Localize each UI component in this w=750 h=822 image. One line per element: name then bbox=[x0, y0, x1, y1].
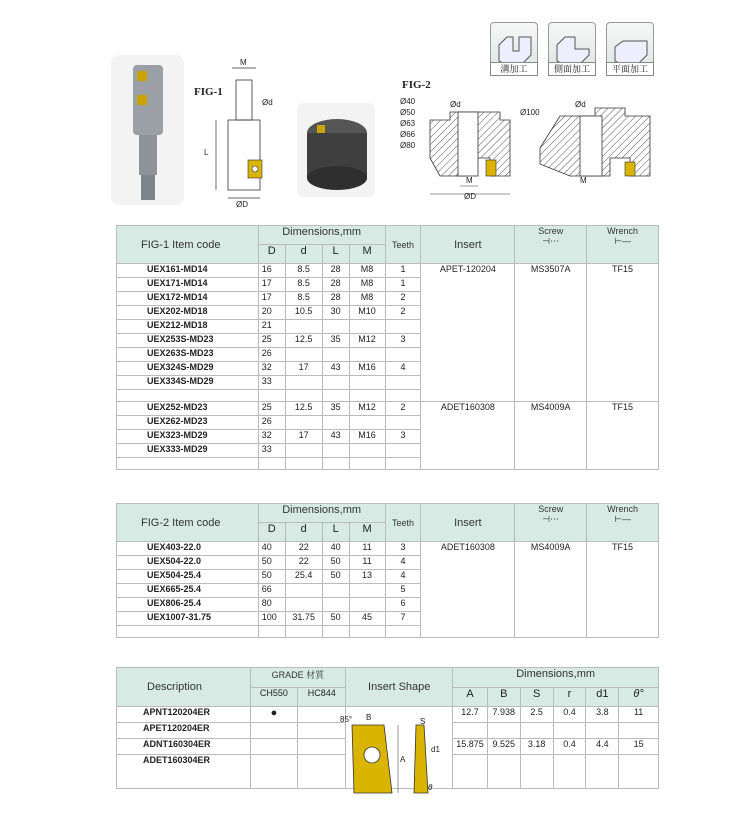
grade-hc844-mark bbox=[298, 755, 346, 789]
item-code: UEX161-MD14 bbox=[117, 264, 259, 278]
empty-cell bbox=[385, 458, 421, 470]
cell-teeth: 7 bbox=[385, 612, 421, 626]
cell-r: 0.4 bbox=[553, 707, 586, 723]
cell-M: M8 bbox=[349, 292, 385, 306]
cell-d: 12.5 bbox=[285, 402, 322, 416]
fig2-size-list bbox=[400, 96, 415, 151]
item-code: UEX324S-MD29 bbox=[117, 362, 259, 376]
cell-D: 50 bbox=[258, 570, 285, 584]
item-code: UEX172-MD14 bbox=[117, 292, 259, 306]
insert-code: ADNT160304ER bbox=[117, 739, 251, 755]
cell-M: 11 bbox=[349, 542, 385, 556]
empty-cell bbox=[285, 626, 322, 638]
cell-M: M16 bbox=[349, 362, 385, 376]
cell-d bbox=[285, 598, 322, 612]
shape-B: B bbox=[366, 713, 372, 722]
col-B: B bbox=[487, 688, 520, 707]
cell-d1 bbox=[586, 755, 619, 789]
wrench-icon: ⊢— bbox=[614, 514, 631, 524]
cell-M: M12 bbox=[349, 402, 385, 416]
item-code: UEX212-MD18 bbox=[117, 320, 259, 334]
grade-ch550-mark bbox=[250, 755, 298, 789]
grade-ch550: CH550 bbox=[250, 688, 298, 707]
item-code: UEX504-25.4 bbox=[117, 570, 259, 584]
grade-hc844-mark bbox=[298, 707, 346, 723]
fig1-photo bbox=[111, 55, 184, 205]
wrench-value: TF15 bbox=[587, 542, 659, 638]
fig1-label: FIG-1 bbox=[194, 86, 223, 98]
cell-D: 80 bbox=[258, 598, 285, 612]
col-D: D bbox=[258, 245, 285, 264]
fig1-item-table bbox=[116, 225, 659, 470]
empty-cell bbox=[322, 626, 349, 638]
insert-value: ADET160308 bbox=[421, 402, 515, 470]
item-code: UEX253S-MD23 bbox=[117, 334, 259, 348]
fig2-dim-M: M bbox=[466, 176, 473, 185]
col-S: S bbox=[520, 688, 553, 707]
empty-cell bbox=[285, 390, 322, 402]
cell-teeth bbox=[385, 376, 421, 390]
grade-ch550-mark: ● bbox=[250, 707, 298, 723]
cell-teeth: 5 bbox=[385, 584, 421, 598]
cell-d bbox=[285, 444, 322, 458]
cell-L bbox=[322, 598, 349, 612]
fig2-dim-d-right: Ød bbox=[575, 100, 586, 109]
fig2-size: Ø50 bbox=[400, 108, 416, 117]
insert-shape-header: Insert Shape bbox=[346, 668, 453, 707]
fig1-group1-body bbox=[117, 264, 659, 402]
cell-d: 22 bbox=[285, 556, 322, 570]
fig2-size: Ø66 bbox=[400, 130, 416, 139]
insert-code: ADET160304ER bbox=[117, 755, 251, 789]
cell-M: M10 bbox=[349, 306, 385, 320]
cell-teeth bbox=[385, 320, 421, 334]
fig1-dim-d: Ød bbox=[262, 98, 273, 107]
cell-M: M16 bbox=[349, 430, 385, 444]
cell-D: 20 bbox=[258, 306, 285, 320]
col-A: A bbox=[453, 688, 488, 707]
cell-L bbox=[322, 416, 349, 430]
fig2-dim-M-right: M bbox=[580, 176, 587, 185]
item-code: UEX806-25.4 bbox=[117, 598, 259, 612]
cell-D: 17 bbox=[258, 292, 285, 306]
cell-B: 7.938 bbox=[487, 707, 520, 723]
cell-theta: 11 bbox=[619, 707, 659, 723]
shape-d1: d1 bbox=[431, 745, 440, 754]
item-code: UEX1007-31.75 bbox=[117, 612, 259, 626]
table-row bbox=[117, 542, 659, 556]
insert-code: APNT120204ER bbox=[117, 707, 251, 723]
cell-D: 66 bbox=[258, 584, 285, 598]
cell-d1 bbox=[586, 723, 619, 739]
cell-M bbox=[349, 376, 385, 390]
col-L: L bbox=[322, 245, 349, 264]
cell-d: 8.5 bbox=[285, 278, 322, 292]
side-machining-label: 側面加工 bbox=[548, 62, 596, 76]
cell-teeth: 4 bbox=[385, 570, 421, 584]
empty-cell bbox=[117, 390, 259, 402]
teeth-header: Teeth bbox=[385, 226, 421, 264]
cell-L: 28 bbox=[322, 292, 349, 306]
fig2-dim-d100: Ø100 bbox=[520, 108, 540, 117]
fig2-size: Ø40 bbox=[400, 97, 416, 106]
grade-header: GRADE 材質 bbox=[250, 668, 346, 688]
cell-teeth: 1 bbox=[385, 278, 421, 292]
cell-teeth: 3 bbox=[385, 334, 421, 348]
empty-cell bbox=[285, 458, 322, 470]
cell-D: 17 bbox=[258, 278, 285, 292]
insert-code: APET120204ER bbox=[117, 723, 251, 739]
cell-r bbox=[553, 755, 586, 789]
screw-icon: ⊣⋯ bbox=[542, 514, 560, 524]
cell-teeth: 2 bbox=[385, 292, 421, 306]
wrench-icon: ⊢— bbox=[614, 236, 631, 246]
cell-D: 25 bbox=[258, 334, 285, 348]
cell-d: 25.4 bbox=[285, 570, 322, 584]
cell-teeth: 3 bbox=[385, 542, 421, 556]
screw-header: Screw ⊣⋯ bbox=[515, 504, 587, 542]
fig2-drawing bbox=[420, 98, 660, 202]
cell-r: 0.4 bbox=[553, 739, 586, 755]
insert-shape-drawing bbox=[340, 711, 440, 803]
item-code: UEX263S-MD23 bbox=[117, 348, 259, 362]
screw-header: Screw ⊣⋯ bbox=[515, 226, 587, 264]
cell-d: 8.5 bbox=[285, 264, 322, 278]
insert-value: APET-120204 bbox=[421, 264, 515, 402]
cell-M bbox=[349, 598, 385, 612]
cell-M: 13 bbox=[349, 570, 385, 584]
grade-ch550-mark bbox=[250, 723, 298, 739]
col-M: M bbox=[349, 245, 385, 264]
cell-teeth: 4 bbox=[385, 362, 421, 376]
cell-L bbox=[322, 348, 349, 362]
empty-cell bbox=[349, 390, 385, 402]
cell-A bbox=[453, 755, 488, 789]
cell-M bbox=[349, 444, 385, 458]
item-code: UEX665-25.4 bbox=[117, 584, 259, 598]
cell-L: 50 bbox=[322, 556, 349, 570]
cell-D: 33 bbox=[258, 444, 285, 458]
fig2-dim-D: ØD bbox=[464, 192, 476, 201]
fig2-size: Ø80 bbox=[400, 141, 416, 150]
insert-header: Insert bbox=[421, 226, 515, 264]
cell-L: 50 bbox=[322, 612, 349, 626]
cell-L: 43 bbox=[322, 430, 349, 444]
insert-value: ADET160308 bbox=[421, 542, 515, 638]
screw-value: MS4009A bbox=[515, 402, 587, 470]
cell-d bbox=[285, 320, 322, 334]
cell-D: 40 bbox=[258, 542, 285, 556]
empty-cell bbox=[258, 626, 285, 638]
cell-teeth: 1 bbox=[385, 264, 421, 278]
empty-cell bbox=[322, 390, 349, 402]
fig1-group2-body bbox=[117, 402, 659, 470]
cell-D: 16 bbox=[258, 264, 285, 278]
item-code-header: FIG-2 Item code bbox=[117, 504, 259, 542]
face-machining-label: 平面加工 bbox=[606, 62, 654, 76]
empty-cell bbox=[117, 626, 259, 638]
col-theta: θ° bbox=[619, 688, 659, 707]
empty-cell bbox=[349, 458, 385, 470]
cell-D: 26 bbox=[258, 348, 285, 362]
col-d: d bbox=[285, 523, 322, 542]
cell-theta bbox=[619, 723, 659, 739]
cell-D: 26 bbox=[258, 416, 285, 430]
cell-M bbox=[349, 584, 385, 598]
cell-L: 35 bbox=[322, 402, 349, 416]
cell-teeth: 6 bbox=[385, 598, 421, 612]
table-row bbox=[117, 264, 659, 278]
cell-D: 50 bbox=[258, 556, 285, 570]
screw-icon: ⊣⋯ bbox=[542, 236, 560, 246]
cell-d: 22 bbox=[285, 542, 322, 556]
item-code-header: FIG-1 Item code bbox=[117, 226, 259, 264]
cell-d: 17 bbox=[285, 430, 322, 444]
cell-S: 2.5 bbox=[520, 707, 553, 723]
cell-M: M12 bbox=[349, 334, 385, 348]
cell-S bbox=[520, 755, 553, 789]
cell-teeth: 4 bbox=[385, 556, 421, 570]
grade-ch550-mark bbox=[250, 739, 298, 755]
col-L: L bbox=[322, 523, 349, 542]
cell-L: 28 bbox=[322, 278, 349, 292]
empty-cell bbox=[385, 390, 421, 402]
cell-M bbox=[349, 416, 385, 430]
item-code: UEX171-MD14 bbox=[117, 278, 259, 292]
cell-d: 17 bbox=[285, 362, 322, 376]
cell-L: 28 bbox=[322, 264, 349, 278]
cell-L bbox=[322, 376, 349, 390]
grade-hc844: HC844 bbox=[298, 688, 346, 707]
cell-teeth: 2 bbox=[385, 306, 421, 320]
shape-S: S bbox=[420, 717, 426, 726]
cell-A: 15.875 bbox=[453, 739, 488, 755]
fig2-label: FIG-2 bbox=[402, 79, 431, 91]
fig1-dim-D: ØD bbox=[236, 200, 248, 209]
slot-machining-label: 溝加工 bbox=[490, 62, 538, 76]
col-d1: d1 bbox=[586, 688, 619, 707]
wrench-header: Wrench ⊢— bbox=[587, 226, 659, 264]
cell-L: 43 bbox=[322, 362, 349, 376]
col-d: d bbox=[285, 245, 322, 264]
empty-cell bbox=[322, 458, 349, 470]
cell-M bbox=[349, 348, 385, 362]
empty-cell bbox=[258, 458, 285, 470]
item-code: UEX334S-MD29 bbox=[117, 376, 259, 390]
cell-d: 8.5 bbox=[285, 292, 322, 306]
cell-d1: 4.4 bbox=[586, 739, 619, 755]
cell-M: 45 bbox=[349, 612, 385, 626]
cell-B bbox=[487, 723, 520, 739]
dimensions-header: Dimensions,mm bbox=[258, 504, 385, 523]
shape-theta: θ bbox=[428, 783, 433, 792]
cell-d: 12.5 bbox=[285, 334, 322, 348]
item-code: UEX202-MD18 bbox=[117, 306, 259, 320]
col-r: r bbox=[553, 688, 586, 707]
dimensions-header: Dimensions,mm bbox=[258, 226, 385, 245]
cell-M bbox=[349, 320, 385, 334]
cell-A bbox=[453, 723, 488, 739]
fig2-photo bbox=[297, 103, 375, 197]
cell-S: 3.18 bbox=[520, 739, 553, 755]
fig2-size: Ø63 bbox=[400, 119, 416, 128]
item-code: UEX323-MD29 bbox=[117, 430, 259, 444]
empty-cell bbox=[349, 626, 385, 638]
cell-M: M8 bbox=[349, 278, 385, 292]
cell-M: M8 bbox=[349, 264, 385, 278]
cell-d1: 3.8 bbox=[586, 707, 619, 723]
cell-teeth bbox=[385, 444, 421, 458]
cell-L bbox=[322, 444, 349, 458]
cell-L: 30 bbox=[322, 306, 349, 320]
empty-cell bbox=[385, 626, 421, 638]
cell-d bbox=[285, 416, 322, 430]
dimensions-header: Dimensions,mm bbox=[453, 668, 659, 688]
item-code: UEX252-MD23 bbox=[117, 402, 259, 416]
cell-B bbox=[487, 755, 520, 789]
teeth-header: Teeth bbox=[385, 504, 421, 542]
fig1-dim-M: M bbox=[240, 58, 247, 67]
shape-A: A bbox=[400, 755, 406, 764]
cell-D: 100 bbox=[258, 612, 285, 626]
wrench-header: Wrench ⊢— bbox=[587, 504, 659, 542]
screw-value: MS3507A bbox=[515, 264, 587, 402]
item-code: UEX504-22.0 bbox=[117, 556, 259, 570]
fig1-dim-L: L bbox=[204, 148, 209, 157]
item-code: UEX262-MD23 bbox=[117, 416, 259, 430]
grade-hc844-mark bbox=[298, 739, 346, 755]
cell-teeth: 2 bbox=[385, 402, 421, 416]
cell-d bbox=[285, 376, 322, 390]
cell-L: 40 bbox=[322, 542, 349, 556]
cell-r bbox=[553, 723, 586, 739]
cell-A: 12.7 bbox=[453, 707, 488, 723]
col-M: M bbox=[349, 523, 385, 542]
table-row bbox=[117, 402, 659, 416]
wrench-value: TF15 bbox=[587, 264, 659, 402]
fig2-item-table bbox=[116, 503, 659, 638]
cell-M: 11 bbox=[349, 556, 385, 570]
cell-B: 9.525 bbox=[487, 739, 520, 755]
col-D: D bbox=[258, 523, 285, 542]
empty-cell bbox=[117, 458, 259, 470]
cell-d: 31.75 bbox=[285, 612, 322, 626]
insert-header: Insert bbox=[421, 504, 515, 542]
cell-D: 32 bbox=[258, 430, 285, 444]
cell-S bbox=[520, 723, 553, 739]
cell-L: 50 bbox=[322, 570, 349, 584]
cell-theta bbox=[619, 755, 659, 789]
fig2-dim-d: Ød bbox=[450, 100, 461, 109]
fig1-drawing bbox=[200, 58, 285, 208]
cell-teeth bbox=[385, 416, 421, 430]
cell-L: 35 bbox=[322, 334, 349, 348]
fig2-body bbox=[117, 542, 659, 638]
cell-d bbox=[285, 348, 322, 362]
grade-hc844-mark bbox=[298, 723, 346, 739]
cell-D: 25 bbox=[258, 402, 285, 416]
cell-d: 10.5 bbox=[285, 306, 322, 320]
cell-teeth: 3 bbox=[385, 430, 421, 444]
screw-value: MS4009A bbox=[515, 542, 587, 638]
empty-cell bbox=[258, 390, 285, 402]
cell-d bbox=[285, 584, 322, 598]
item-code: UEX333-MD29 bbox=[117, 444, 259, 458]
cell-D: 32 bbox=[258, 362, 285, 376]
shape-angle: 85° bbox=[340, 715, 353, 724]
description-header: Description bbox=[117, 668, 251, 707]
cell-D: 33 bbox=[258, 376, 285, 390]
cell-L bbox=[322, 320, 349, 334]
item-code: UEX403-22.0 bbox=[117, 542, 259, 556]
cell-theta: 15 bbox=[619, 739, 659, 755]
cell-D: 21 bbox=[258, 320, 285, 334]
cell-L bbox=[322, 584, 349, 598]
wrench-value: TF15 bbox=[587, 402, 659, 470]
cell-teeth bbox=[385, 348, 421, 362]
